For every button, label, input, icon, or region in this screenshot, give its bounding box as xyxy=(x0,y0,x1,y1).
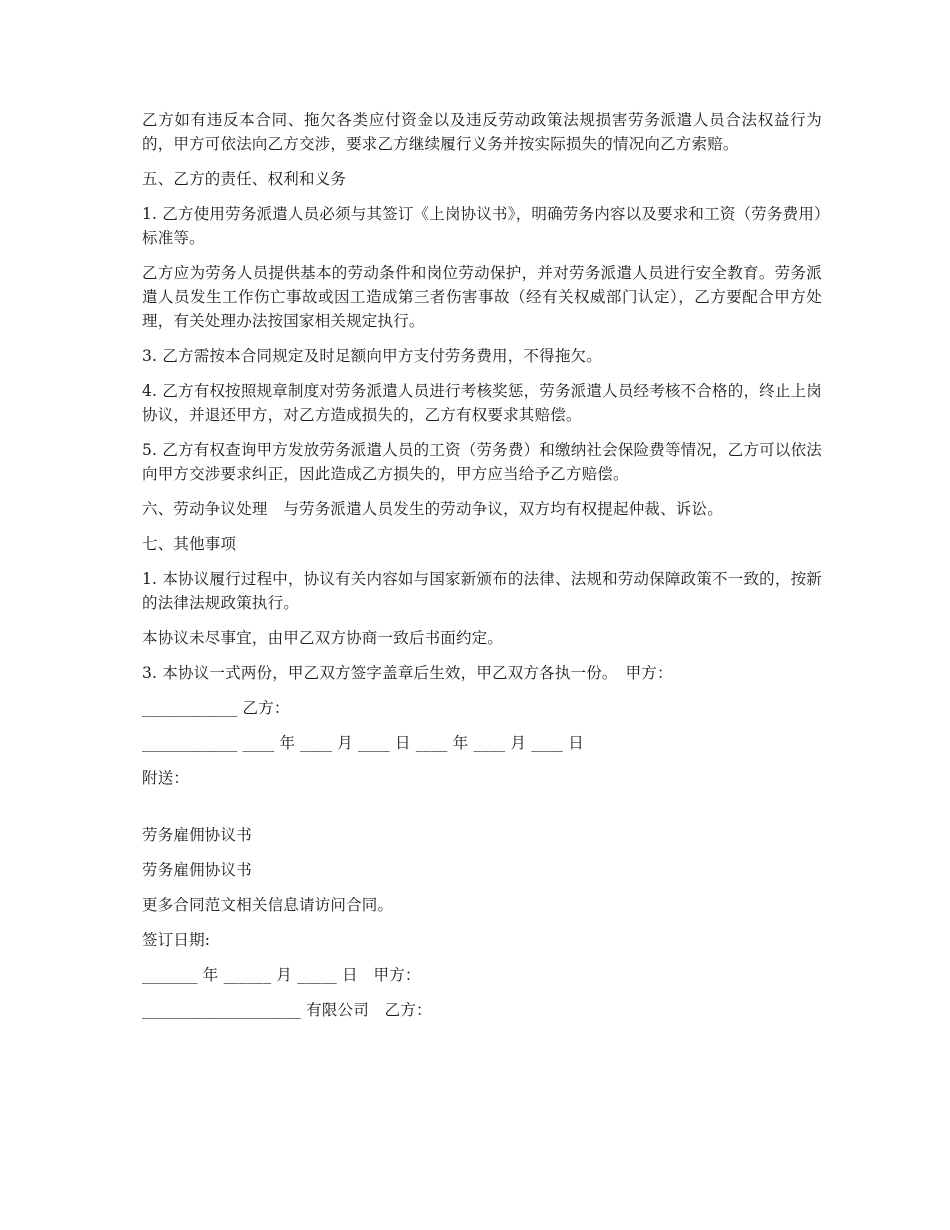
signature-date-line: ____________ ____ 年 ____ 月 ____ 日 ____ 年 ____ 月 ____ 日 xyxy=(142,734,584,752)
paragraph-5-5: 5. 乙方有权查询甲方发放劳务派遣人员的工资（劳务费）和缴纳社会保险费等情况，乙方可以依法向甲方交涉要求纠正，因此造成乙方损失的，甲方应当给予乙方赔偿。 xyxy=(142,441,822,483)
section-heading-6: 六、劳动争议处理 与劳务派遣人员发生的劳动争议，双方均有权提起仲裁、诉讼。 xyxy=(142,500,723,518)
section-heading-5: 五、乙方的责任、权利和义务 xyxy=(142,170,347,188)
paragraph-5-4: 4. 乙方有权按照规章制度对劳务派遣人员进行考核奖惩，劳务派遣人员经考核不合格的，终止上岗协议，并退还甲方，对乙方造成损失的，乙方有权要求其赔偿。 xyxy=(142,382,822,424)
paragraph-breach-liability: 乙方如有违反本合同、拖欠各类应付资金以及违反劳动政策法规损害劳务派遣人员合法权益行为的，甲方可依法向乙方交涉，要求乙方继续履行义务并按实际损失的情况向乙方索赔。 xyxy=(142,111,822,153)
paragraph-5-2: 乙方应为劳务人员提供基本的劳动条件和岗位劳动保护，并对劳务派遣人员进行安全教育。劳务派遣人员发生工作伤亡事故或因工造成第三者伤害事故（经有关权威部门认定），乙方要配合甲方处理，有关处理办法按国家相关规定执行。 xyxy=(142,264,822,330)
document-page xyxy=(142,108,822,1033)
more-info-note: 更多合同范文相关信息请访问合同。 xyxy=(142,896,394,914)
attachment-title-1: 劳务雇佣协议书 xyxy=(142,826,252,844)
signing-date-label: 签订日期: xyxy=(142,931,211,949)
company-line: ____________________ 有限公司 乙方： xyxy=(142,1001,432,1019)
paragraph-5-3: 3. 乙方需按本合同规定及时足额向甲方支付劳务费用，不得拖欠。 xyxy=(142,347,602,365)
blank-gap xyxy=(142,801,822,823)
paragraph-7-1: 1. 本协议履行过程中，协议有关内容如与国家新颁布的法律、法规和劳动保障政策不一致的，按新的法律法规政策执行。 xyxy=(142,570,822,612)
paragraph-7-2: 本协议未尽事宜，由甲乙双方协商一致后书面约定。 xyxy=(142,629,504,647)
attachment-title-2: 劳务雇佣协议书 xyxy=(142,861,252,879)
paragraph-7-3: 3. 本协议一式两份，甲乙双方签字盖章后生效，甲乙双方各执一份。 甲方： xyxy=(142,664,673,682)
attachment-label: 附送： xyxy=(142,769,190,787)
paragraph-5-1: 1. 乙方使用劳务派遣人员必须与其签订《上岗协议书》，明确劳务内容以及要求和工资（劳务费用）标准等。 xyxy=(142,205,822,247)
section-heading-7: 七、其他事项 xyxy=(142,535,237,553)
signing-date-line: _______ 年 ______ 月 _____ 日 甲方： xyxy=(142,966,421,984)
signature-line-party-b: ____________ 乙方： xyxy=(142,699,290,717)
